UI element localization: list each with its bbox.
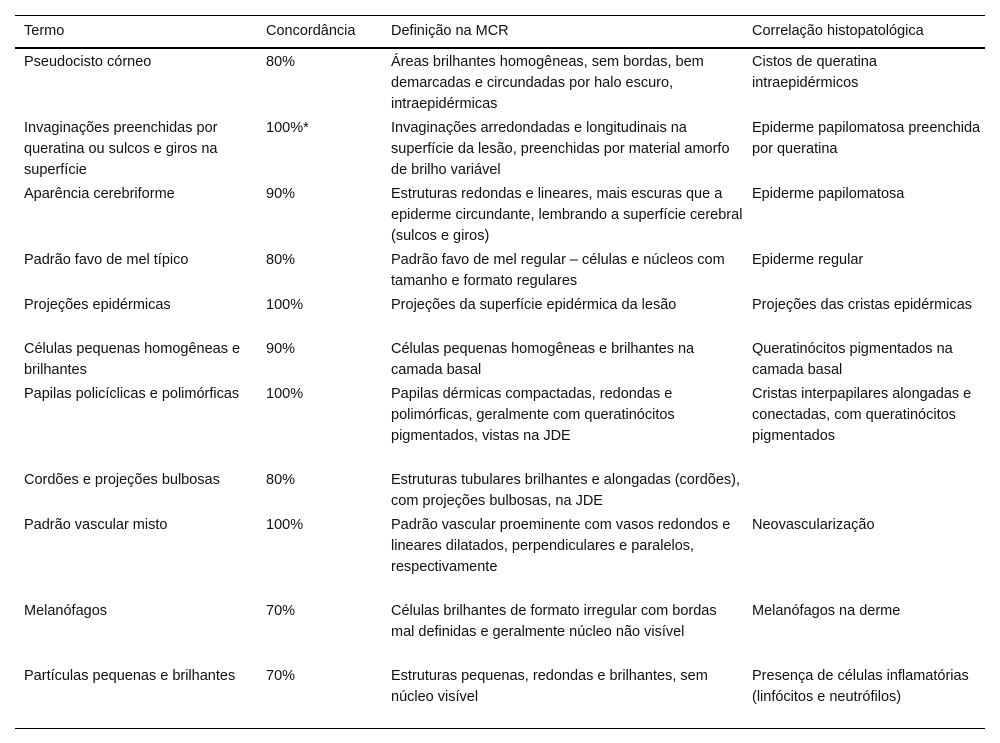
cell-correlacao: Presença de células inflamatórias (linfócitos e neutrófilos) (752, 667, 969, 705)
cell-definicao: Estruturas pequenas, redondas e brilhantes, sem núcleo visível (391, 667, 708, 705)
cell-definicao: Áreas brilhantes homogêneas, sem bordas, bem demarcadas e circundadas por halo escuro, intraepidérmicas (391, 53, 704, 112)
cell-definicao: Projeções da superfície epidérmica da lesão (391, 296, 677, 313)
header-concordancia: Concordância (266, 22, 356, 39)
cell-concordancia: 100% (266, 516, 304, 533)
table-row (15, 292, 985, 336)
cell-concordancia: 100% (266, 385, 304, 402)
table-row (15, 381, 985, 467)
cell-concordancia: 70% (266, 602, 296, 619)
cell-correlacao: Neovascularização (752, 516, 875, 533)
table-header-row (15, 16, 985, 48)
table-row (15, 336, 985, 381)
cell-concordancia: 100% (266, 296, 304, 313)
cell-termo: Papilas policíclicas e polimórficas (24, 385, 240, 402)
cell-termo: Partículas pequenas e brilhantes (24, 667, 236, 684)
cell-termo: Cordões e projeções bulbosas (24, 471, 220, 488)
cell-definicao: Células brilhantes de formato irregular com bordas mal definidas e geralmente núcleo não visível (391, 602, 717, 640)
terms-table (15, 15, 985, 729)
cell-correlacao: Projeções das cristas epidérmicas (752, 296, 973, 313)
header-correlacao: Correlação histopatológica (752, 22, 924, 39)
cell-definicao: Papilas dérmicas compactadas, redondas e polimórficas, geralmente com queratinócitos pigmentados, vistas na JDE (391, 385, 675, 444)
cell-termo: Invaginações preenchidas por queratina ou sulcos e giros na superfície (24, 119, 218, 178)
table-row (15, 115, 985, 181)
header-definicao: Definição na MCR (391, 22, 509, 39)
cell-termo: Padrão favo de mel típico (24, 251, 189, 268)
cell-concordancia: 90% (266, 185, 296, 202)
cell-definicao: Padrão vascular proeminente com vasos redondos e lineares dilatados, perpendiculares e paralelos, respectivamente (391, 516, 731, 575)
table-row (15, 247, 985, 292)
cell-concordancia: 80% (266, 53, 296, 70)
header-termo: Termo (24, 22, 65, 39)
cell-termo: Pseudocisto córneo (24, 53, 152, 70)
cell-correlacao: Epiderme regular (752, 251, 864, 268)
cell-termo: Células pequenas homogêneas e brilhantes (24, 340, 241, 378)
cell-concordancia: 100%* (266, 119, 309, 136)
cell-definicao: Células pequenas homogêneas e brilhantes na camada basal (391, 340, 695, 378)
cell-definicao: Invaginações arredondadas e longitudinais na superfície da lesão, preenchidas por material amorfo de brilho variável (391, 119, 730, 178)
cell-termo: Aparência cerebriforme (24, 185, 175, 202)
cell-termo: Projeções epidérmicas (24, 296, 171, 313)
cell-correlacao: Melanófagos na derme (752, 602, 901, 619)
table-row (15, 663, 985, 729)
table-row (15, 48, 985, 115)
cell-correlacao (743, 467, 985, 512)
cell-concordancia: 70% (266, 667, 296, 684)
cell-concordancia: 90% (266, 340, 296, 357)
cell-correlacao: Cristas interpapilares alongadas e conectadas, com queratinócitos pigmentados (752, 385, 972, 444)
cell-concordancia: 80% (266, 251, 296, 268)
cell-termo: Melanófagos (24, 602, 108, 619)
table-row (15, 512, 985, 598)
table-row (15, 598, 985, 663)
table-row (15, 181, 985, 247)
cell-definicao: Estruturas tubulares brilhantes e alongadas (cordões), com projeções bulbosas, na JDE (391, 471, 740, 509)
cell-definicao: Padrão favo de mel regular – células e núcleos com tamanho e formato regulares (391, 251, 725, 289)
cell-correlacao: Cistos de queratina intraepidérmicos (752, 53, 877, 91)
cell-termo: Padrão vascular misto (24, 516, 168, 533)
cell-correlacao: Epiderme papilomatosa (752, 185, 905, 202)
cell-correlacao: Queratinócitos pigmentados na camada basal (752, 340, 953, 378)
cell-definicao: Estruturas redondas e lineares, mais escuras que a epiderme circundante, lembrando a superfície cerebral (sulcos e giros) (391, 185, 743, 244)
cell-correlacao: Epiderme papilomatosa preenchida por queratina (752, 119, 981, 157)
table-row (15, 467, 985, 512)
cell-concordancia: 80% (266, 471, 296, 488)
